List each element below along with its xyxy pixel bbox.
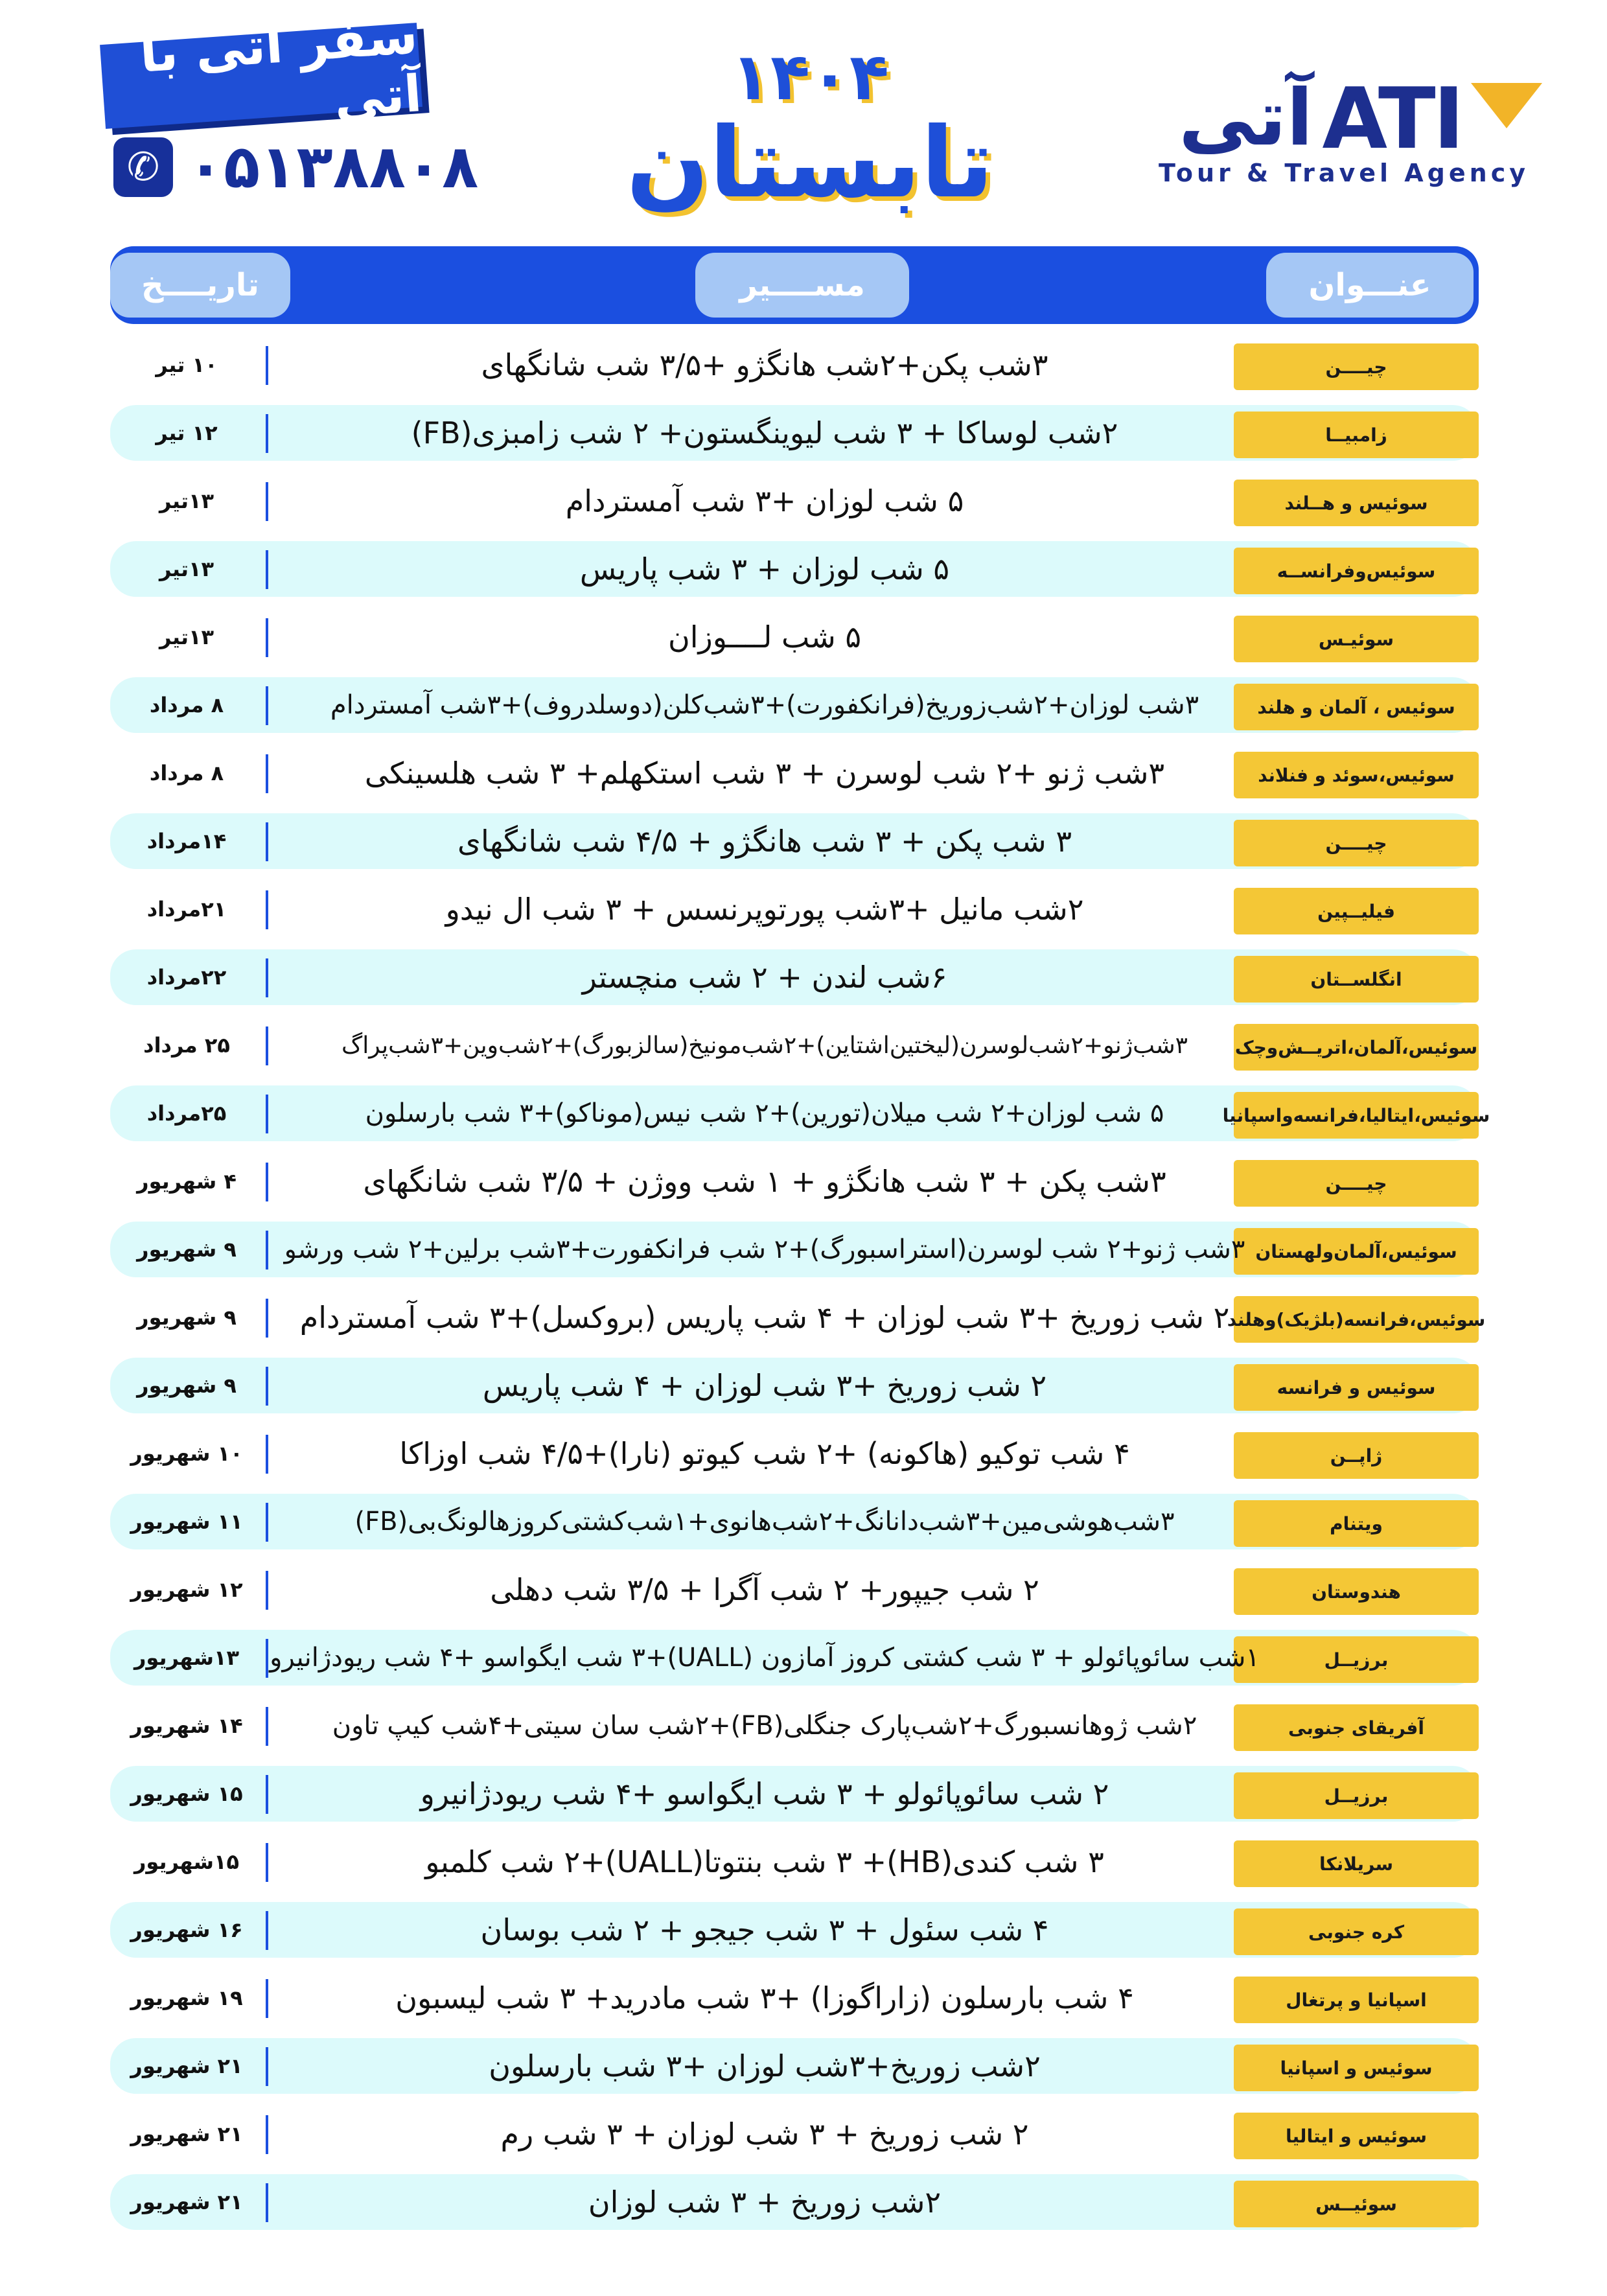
departure-date: ۱۹ شهریور <box>130 1986 243 2010</box>
departure-date: ۲۱ شهریور <box>130 2054 243 2078</box>
departure-date: ۲۵ مرداد <box>143 1033 230 1058</box>
table-row[interactable] <box>110 337 1479 393</box>
route-text: ۳شب لوزان+۲شب‌زوریخ(فرانکفورت)+۳شب‌کلن(دوسلدروف)+۳شب آمستردام <box>330 690 1199 720</box>
column-header-title: عنـــوان <box>1266 253 1474 318</box>
table-row[interactable] <box>110 609 1479 665</box>
route-text: ۵ شب لــــوزان <box>667 620 862 655</box>
destination-badge: سوئیس،ایتالیا،فرانسه‌واسپانیا <box>1234 1092 1479 1139</box>
departure-date: ۸ مرداد <box>149 693 224 717</box>
departure-date: ۲۲مرداد <box>146 965 227 990</box>
column-divider <box>266 1026 268 1065</box>
route-text: ۴ شب بارسلون (زاراگوزا) +۳ شب مادرید+ ۳ شب لیسبون <box>395 1980 1134 2015</box>
table-row[interactable] <box>110 2038 1479 2094</box>
column-divider <box>266 346 268 385</box>
column-divider <box>266 482 268 521</box>
phone-icon: ✆ <box>113 137 173 197</box>
column-divider <box>266 1775 268 1814</box>
column-divider <box>266 2115 268 2154</box>
season-title <box>577 39 1043 227</box>
table-row[interactable] <box>110 1902 1479 1958</box>
route-text: ۲ شب زوریخ +۳ شب لوزان + ۴ شب پاریس (بروکسل)+۳ شب آمستردام <box>299 1300 1230 1335</box>
table-row[interactable] <box>110 1154 1479 1209</box>
destination-badge: سوئیس ، آلمان و هلند <box>1234 684 1479 730</box>
slogan-banner <box>100 6 424 130</box>
table-row[interactable] <box>110 813 1479 869</box>
table-row[interactable] <box>110 745 1479 801</box>
column-divider <box>266 414 268 453</box>
departure-date: ۱۰ شهریور <box>130 1441 243 1466</box>
tour-list <box>110 337 1490 2242</box>
destination-badge: فیلیــپین <box>1234 888 1479 934</box>
departure-date: ۱۳شهریور <box>133 1645 240 1670</box>
column-divider <box>266 1571 268 1610</box>
destination-badge: برزیــل <box>1234 1772 1479 1819</box>
departure-date: ۱۱ شهریور <box>130 1509 243 1534</box>
column-divider <box>266 2047 268 2086</box>
destination-badge: کره جنوبی <box>1234 1908 1479 1955</box>
route-text: ۱شب سائوپائولو + ۳ شب کشتی کروز آمازون (UALL)+۳ شب ایگواسو +۴ شب ریودژانیرو <box>270 1643 1260 1673</box>
table-row[interactable] <box>110 473 1479 529</box>
column-divider <box>266 1639 268 1678</box>
plane-arrow-icon <box>1471 83 1542 128</box>
column-divider <box>266 1231 268 1270</box>
slogan-text: سفر آتی با آتی <box>137 6 424 130</box>
destination-badge: ژاپــن <box>1234 1432 1479 1479</box>
route-text: ۳ شب پکن + ۳ شب هانگژو + ۴/۵ شب شانگهای <box>457 824 1072 859</box>
table-row[interactable] <box>110 1698 1479 1754</box>
logo-mark <box>1089 69 1542 168</box>
route-text: ۲ شب جیپور+ ۲ شب آگرا + ۳/۵ شب دهلی <box>490 1572 1039 1607</box>
destination-badge: سوئیس‌وفرانســه <box>1234 548 1479 594</box>
route-text: ۳شب پکن+۲شب هانگژو +۳/۵ شب شانگهای <box>481 347 1048 382</box>
table-row[interactable] <box>110 1017 1479 1073</box>
destination-badge: انگلســتان <box>1234 956 1479 1003</box>
departure-date: ۴ شهریور <box>137 1169 237 1194</box>
column-divider <box>266 618 268 657</box>
agency-logo <box>1089 69 1542 201</box>
departure-date: ۱۵شهریور <box>133 1850 240 1874</box>
route-text: ۲ شب زوریخ +۳ شب لوزان + ۴ شب پاریس <box>482 1368 1047 1403</box>
destination-badge: سوئیس و فرانسه <box>1234 1364 1479 1411</box>
season-name: تابستان <box>626 107 994 220</box>
route-text: ۴ شب سئول + ۳ شب جیجو + ۲ شب بوسان <box>480 1912 1049 1947</box>
destination-badge: سوئیس و اسپانیا <box>1234 2045 1479 2091</box>
route-text: ۲شب مانیل +۳شب پورتوپرنسس + ۳ شب ال نیدو <box>445 892 1084 927</box>
table-row[interactable] <box>110 677 1479 733</box>
table-row[interactable] <box>110 1970 1479 2026</box>
departure-date: ۹ شهریور <box>137 1305 237 1330</box>
departure-date: ۱۵ شهریور <box>130 1781 243 1806</box>
table-row[interactable] <box>110 1222 1479 1277</box>
destination-badge: سوئیس و ایتالیا <box>1234 2113 1479 2159</box>
destination-badge: سوئیـس <box>1234 616 1479 662</box>
destination-badge: سوئیس،آلمان‌ولهستان <box>1234 1228 1479 1275</box>
route-text: ۳شب‌هوشی‌مین+۳شب‌دانانگ+۲شب‌هانوی+۱شب‌کشتی‌کروزهالونگ‌بی(FB) <box>354 1507 1175 1536</box>
table-row[interactable] <box>110 2106 1479 2162</box>
departure-date: ۱۳تیر <box>159 489 214 513</box>
route-text: ۵ شب لوزان + ۳ شب پاریس <box>579 551 950 586</box>
departure-date: ۲۱مرداد <box>146 897 227 922</box>
destination-badge: سوئیس و هــلند <box>1234 480 1479 526</box>
route-text: ۳شب ژنو +۲ شب لوسرن + ۳ شب استکهلم+ ۳ شب هلسینکی <box>364 756 1165 791</box>
column-divider <box>266 1707 268 1746</box>
table-row[interactable] <box>110 1834 1479 1890</box>
table-row[interactable] <box>110 1562 1479 1618</box>
destination-badge: سوئیس،فرانسه(بلژیک)وهلند <box>1234 1296 1479 1343</box>
table-row[interactable] <box>110 2174 1479 2230</box>
destination-badge: اسپانیا و پرتغال <box>1234 1977 1479 2023</box>
column-divider <box>266 1979 268 2018</box>
column-divider <box>266 1299 268 1338</box>
destination-badge: هندوستان <box>1234 1568 1479 1615</box>
route-text: ۲شب ژوهانسبورگ+۲شب‌پارک جنگلی(FB)+۲شب سان سیتی+۴شب کیپ تاون <box>332 1711 1197 1741</box>
route-text: ۲شب لوساکا + ۳ شب لیوینگستون+ ۲ شب زامبزی(FB) <box>411 415 1118 450</box>
route-text: ۳ شب کندی(HB)+ ۳ شب بنتوتا(UALL)+۲ شب کلمبو <box>425 1844 1104 1879</box>
departure-date: ۹ شهریور <box>137 1373 237 1398</box>
column-divider <box>266 550 268 589</box>
route-text: ۲شب زوریخ+۳شب لوزان +۳ شب بارسلون <box>489 2048 1041 2083</box>
destination-badge: سوئیس،آلمان،اتریــش‌وچک <box>1234 1024 1479 1071</box>
route-text: ۲ شب زوریخ + ۳ شب لوزان + ۳ شب رم <box>500 2116 1029 2151</box>
column-header-date: تاریــــخ <box>110 253 290 318</box>
departure-date: ۱۳تیر <box>159 557 214 581</box>
phone-number[interactable]: ۰۵۱۳۸۸۰۸ <box>187 132 479 202</box>
table-row[interactable] <box>110 881 1479 937</box>
route-text: ۴ شب توکیو (هاکونه) +۲ شب کیوتو (نارا)+۴/۵ شب اوزاکا <box>399 1436 1130 1471</box>
column-divider <box>266 890 268 929</box>
destination-badge: سوئیس،سوئد و فنلاند <box>1234 752 1479 798</box>
departure-date: ۱۲ شهریور <box>130 1577 243 1602</box>
departure-date: ۲۱ شهریور <box>130 2122 243 2146</box>
column-divider <box>266 958 268 997</box>
departure-date: ۱۲ تیر <box>156 421 218 445</box>
table-header <box>110 246 1479 324</box>
table-row[interactable] <box>110 1290 1486 1345</box>
departure-date: ۸ مرداد <box>149 761 224 785</box>
column-divider <box>266 686 268 725</box>
destination-badge: سریلانکا <box>1234 1840 1479 1887</box>
route-text: ۵ شب لوزان+۲ شب میلان(تورین)+۲ شب نیس(موناکو)+۳ شب بارسلون <box>365 1098 1164 1128</box>
departure-date: ۱۳تیر <box>159 625 214 649</box>
destination-badge: ویتنام <box>1234 1500 1479 1547</box>
column-divider <box>266 822 268 861</box>
table-row[interactable] <box>110 405 1479 461</box>
column-divider <box>266 2183 268 2222</box>
column-divider <box>266 1095 268 1133</box>
route-text: ۵ شب لوزان +۳ شب آمستردام <box>565 483 964 518</box>
column-divider <box>266 754 268 793</box>
column-divider <box>266 1163 268 1201</box>
route-text: ۳شب پکن + ۳ شب هانگژو + ۱ شب ووژن + ۳/۵ شب شانگهای <box>363 1164 1166 1199</box>
table-row[interactable] <box>110 1494 1479 1549</box>
destination-badge: برزیــل <box>1234 1636 1479 1683</box>
column-header-route: مســــیر <box>695 253 909 318</box>
table-row[interactable] <box>110 541 1479 597</box>
logo-persian-text: آتی <box>1178 73 1313 163</box>
column-divider <box>266 1911 268 1950</box>
destination-badge: سوئیــس <box>1234 2181 1479 2227</box>
destination-badge: زامبیــا <box>1234 412 1479 458</box>
column-divider <box>266 1435 268 1474</box>
route-text: ۲ شب سائوپائولو + ۳ شب ایگواسو +۴ شب ریودژانیرو <box>420 1776 1109 1811</box>
route-text: ۳شب ژنو+۲ شب لوسرن(استراسبورگ)+۲ شب فرانکفورت+۳شب برلین+۲ شب ورشو <box>284 1235 1245 1264</box>
departure-date: ۲۵مرداد <box>146 1101 227 1126</box>
phone-contact[interactable] <box>113 133 478 201</box>
departure-date: ۲۱ شهریور <box>130 2190 243 2214</box>
departure-date: ۱۰ تیر <box>156 353 218 377</box>
table-row[interactable] <box>110 1358 1479 1413</box>
route-text: ۲شب زوریخ + ۳ شب لوزان <box>588 2185 942 2220</box>
destination-badge: آفریقای جنوبی <box>1234 1704 1479 1751</box>
table-row[interactable] <box>110 949 1479 1005</box>
departure-date: ۱۴مرداد <box>146 829 227 853</box>
table-row[interactable] <box>110 1766 1479 1822</box>
season-year: ۱۴۰۴ <box>730 39 890 115</box>
logo-tagline: Tour & Travel Agency <box>1158 159 1529 187</box>
table-row[interactable] <box>110 1630 1479 1686</box>
departure-date: ۱۴ شهریور <box>130 1713 243 1738</box>
logo-latin-text: ATI <box>1322 69 1462 168</box>
route-text: ۶شب لندن + ۲ شب منچستر <box>582 960 947 995</box>
table-row[interactable] <box>110 1085 1490 1141</box>
departure-date: ۹ شهریور <box>137 1237 237 1262</box>
destination-badge: چیــــن <box>1234 343 1479 390</box>
destination-badge: چیــــن <box>1234 1160 1479 1207</box>
departure-date: ۱۶ شهریور <box>130 1918 243 1942</box>
table-row[interactable] <box>110 1426 1479 1481</box>
column-divider <box>266 1503 268 1542</box>
route-text: ۳شب‌ژنو+۲شب‌لوسرن(لیختین‌اشتاین)+۲شب‌مونیخ(سالزبورگ)+۲شب‌وین+۳شب‌پراگ <box>341 1032 1188 1059</box>
column-divider <box>266 1843 268 1882</box>
column-divider <box>266 1367 268 1406</box>
destination-badge: چیــــن <box>1234 820 1479 866</box>
